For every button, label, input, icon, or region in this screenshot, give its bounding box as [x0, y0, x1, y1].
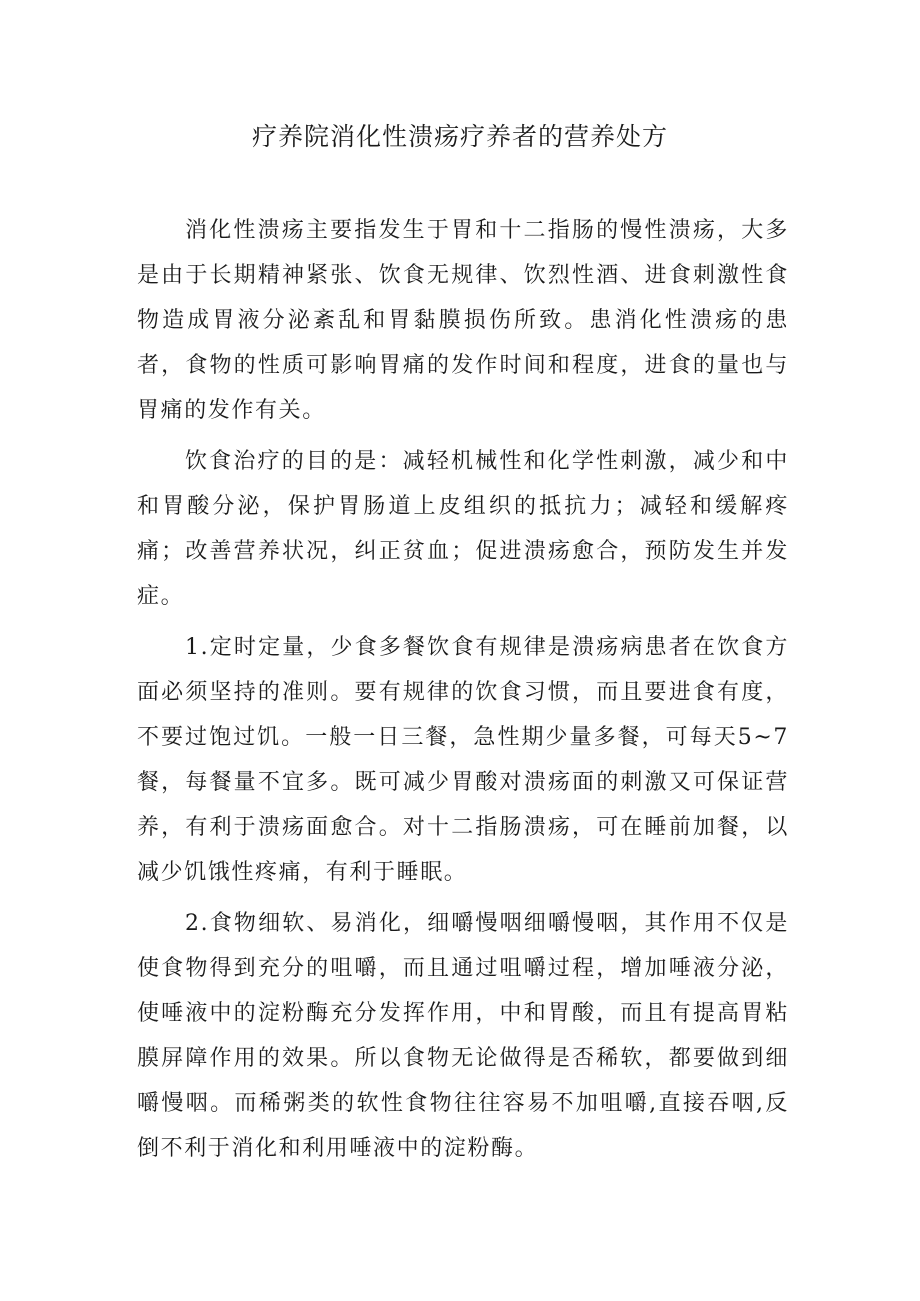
- paragraph-item-2: 2.食物细软、易消化，细嚼慢咽细嚼慢咽，其作用不仅是使食物得到充分的咀嚼，而且通过咀嚼过程，增加唾液分泌，使唾液中的淀粉酶充分发挥作用，中和胃酸，而且有提高胃粘膜屏障作用的效果。所以食物无论做得是否稀软，都要做到细嚼慢咽。而稀粥类的软性食物往往容易不加咀嚼,直接吞咽,反倒不利于消化和利用唾液中的淀粉酶。: [137, 911, 789, 1161]
- document-body: [137, 208, 789, 1177]
- page-title: 疗养院消化性溃疡疗养者的营养处方: [251, 122, 668, 151]
- paragraph-item-1: 1.定时定量，少食多餐饮食有规律是溃疡病患者在饮食方面必须坚持的准则。要有规律的饮食习惯，而且要进食有度，不要过饱过饥。一般一日三餐，急性期少量多餐，可每天5~7餐，每餐量不宜多。既可减少胃酸对溃疡面的刺激又可保证营养，有利于溃疡面愈合。对十二指肠溃疡，可在睡前加餐，以减少饥饿性疼痛，有利于睡眠。: [137, 635, 789, 885]
- paragraph-intro: 消化性溃疡主要指发生于胃和十二指肠的慢性溃疡，大多是由于长期精神紧张、饮食无规律、饮烈性酒、进食刺激性食物造成胃液分泌紊乱和胃黏膜损伤所致。患消化性溃疡的患者，食物的性质可影响胃痛的发作时间和程度，进食的量也与胃痛的发作有关。: [137, 218, 789, 423]
- paragraph-treatment-goals: 饮食治疗的目的是：减轻机械性和化学性刺激，减少和中和胃酸分泌，保护胃肠道上皮组织的抵抗力；减轻和缓解疼痛；改善营养状况，纠正贫血；促进溃疡愈合，预防发生并发症。: [137, 449, 789, 609]
